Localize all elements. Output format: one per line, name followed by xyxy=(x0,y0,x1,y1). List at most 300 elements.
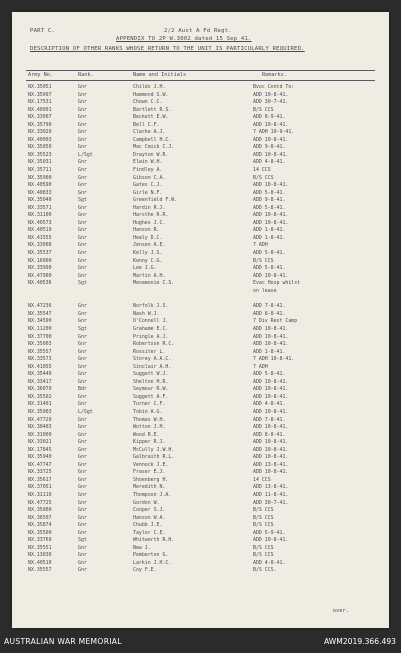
remarks-cell: ADD 10-8-41. xyxy=(253,272,289,279)
name-cell: Mac Cmick C.J. xyxy=(133,144,175,151)
table-row xyxy=(12,167,389,175)
rank-cell: Gnr xyxy=(78,204,87,211)
army-no-cell: NX.33571 xyxy=(28,204,52,211)
army-no-cell: NX.41055 xyxy=(28,363,52,370)
table-row xyxy=(12,114,389,122)
name-cell: Hardin R.J. xyxy=(133,204,166,211)
table-row xyxy=(12,159,389,167)
table-row xyxy=(12,349,389,357)
rank-cell: Gnr xyxy=(78,559,87,566)
table-row xyxy=(12,205,389,213)
remarks-cell: ADD 10-8-41. xyxy=(253,212,289,219)
remarks-cell: ADD 5-9-41. xyxy=(253,529,286,536)
name-cell: Storey A.A.C. xyxy=(133,356,172,363)
remarks-cell: B/S CCS xyxy=(253,174,274,181)
army-no-cell: NX.40833 xyxy=(28,189,52,196)
rank-cell: L/Sgt xyxy=(78,151,93,158)
name-cell: Nash W.J. xyxy=(133,310,160,317)
rank-cell: Gnr xyxy=(78,257,87,264)
remarks-cell: ADD 1-8-41. xyxy=(253,234,286,241)
group-spacer xyxy=(12,295,389,303)
name-cell: Thomas W.H. xyxy=(133,416,166,423)
header-rule-top xyxy=(26,70,375,71)
table-row xyxy=(12,401,389,409)
remarks-cell: ADD 10-8-41. xyxy=(253,439,289,446)
page-label: PART C. xyxy=(30,28,55,34)
army-no-cell: NX.40590 xyxy=(28,182,52,189)
table-row xyxy=(12,212,389,220)
army-no-cell: NX.35051 xyxy=(28,84,52,90)
rank-cell: Gnr xyxy=(78,371,87,378)
rank-cell: Gnr xyxy=(78,106,87,113)
table-row xyxy=(12,129,389,137)
army-no-cell: NX.31110 xyxy=(28,491,52,498)
army-no-cell: NX.33008 xyxy=(28,242,52,249)
table-row xyxy=(12,250,389,258)
rank-cell: Gnr xyxy=(78,159,87,166)
name-cell: Hanson R. xyxy=(133,227,160,234)
army-no-cell: NX.35711 xyxy=(28,167,52,174)
army-no-cell: NX.35500 xyxy=(28,529,52,536)
army-no-cell: NX.35537 xyxy=(28,250,52,257)
army-no-cell: NX.35940 xyxy=(28,454,52,461)
name-cell: Tobin A.G. xyxy=(133,408,163,415)
table-row xyxy=(12,318,389,326)
rank-cell: Gnr xyxy=(78,129,87,136)
rank-cell: Gnr xyxy=(78,507,87,514)
rank-cell: Gnr xyxy=(78,265,87,272)
army-no-cell: NX.17531 xyxy=(28,99,52,106)
name-cell: Findley A. xyxy=(133,167,163,174)
rank-cell: Gnr xyxy=(78,529,87,536)
remarks-cell: B/S CCS xyxy=(253,507,274,514)
col-name: Name and Initials xyxy=(133,72,187,78)
remarks-cell: Evac Hosp whilst xyxy=(253,280,301,287)
rank-cell: Gnr xyxy=(78,348,87,355)
rank-cell: Gnr xyxy=(78,250,87,257)
rank-cell: Gnr xyxy=(78,439,87,446)
table-row xyxy=(12,190,389,198)
army-no-cell: NX.30403 xyxy=(28,424,52,431)
name-cell: Kenny C.G. xyxy=(133,257,163,264)
table-row xyxy=(12,492,389,500)
name-cell: Whitworth R.H. xyxy=(133,537,175,544)
table-row xyxy=(12,122,389,130)
army-no-cell: NX.35003 xyxy=(28,341,52,348)
personnel-table xyxy=(12,84,389,575)
army-no-cell: NX.35551 xyxy=(28,544,52,551)
rank-cell: Gnr xyxy=(78,310,87,317)
table-row xyxy=(12,92,389,100)
remarks-cell: B/S CCS xyxy=(253,522,274,529)
table-row xyxy=(12,288,389,296)
name-cell: Vennock J.E. xyxy=(133,461,169,468)
rank-cell: Gnr xyxy=(78,401,87,408)
rank-cell: Gnr xyxy=(78,476,87,483)
table-row xyxy=(12,522,389,530)
army-no-cell: NX.47720 xyxy=(28,416,52,423)
name-cell: Shelton H.R. xyxy=(133,378,169,385)
table-row xyxy=(12,326,389,334)
name-cell: Jensen A.E. xyxy=(133,242,166,249)
table-row xyxy=(12,242,389,250)
rank-cell: Gnr xyxy=(78,393,87,400)
rank-cell: Gnr xyxy=(78,174,87,181)
rank-cell: Gnr xyxy=(78,552,87,559)
name-cell: Grahame E.C. xyxy=(133,325,169,332)
name-cell: Hammond S.W. xyxy=(133,91,169,98)
table-row xyxy=(12,175,389,183)
army-no-cell: NX.13030 xyxy=(28,552,52,559)
army-no-cell: NX.33007 xyxy=(28,114,52,121)
rank-cell: Gnr xyxy=(78,272,87,279)
rank-cell: Gnr xyxy=(78,318,87,325)
table-row xyxy=(12,341,389,349)
army-no-cell: NX.11200 xyxy=(28,325,52,332)
army-no-cell: NX.36507 xyxy=(28,514,52,521)
table-row xyxy=(12,137,389,145)
remarks-cell: ADD 10-8-41. xyxy=(253,454,289,461)
remarks-cell: ADD 10-8-41. xyxy=(253,182,289,189)
name-cell: Martin A.H. xyxy=(133,272,166,279)
remarks-cell: 7 ADH 10-9-41. xyxy=(253,129,295,136)
rank-cell: Gnr xyxy=(78,469,87,476)
rank-cell: Gnr xyxy=(78,378,87,385)
army-no-cell: NX.40003 xyxy=(28,136,52,143)
army-no-cell: NX.35900 xyxy=(28,174,52,181)
remarks-cell: B/S CCS. xyxy=(253,567,277,574)
table-row xyxy=(12,515,389,523)
army-no-cell: NX.33769 xyxy=(28,537,52,544)
name-cell: Larkin J.H.C. xyxy=(133,559,172,566)
rank-cell: Gnr xyxy=(78,424,87,431)
remarks-cell: B/S CCS xyxy=(253,552,274,559)
army-no-cell: NX.41555 xyxy=(28,234,52,241)
remarks-cell: ADD 13-8-41. xyxy=(253,461,289,468)
remarks-cell: ADD 8-8-41. xyxy=(253,431,286,438)
rank-cell: Gnr xyxy=(78,363,87,370)
table-row xyxy=(12,303,389,311)
remarks-cell: ADD 4-8-41. xyxy=(253,559,286,566)
name-cell: Chown C.C. xyxy=(133,99,163,106)
name-cell: Thompson J.A. xyxy=(133,491,172,498)
remarks-cell: ADD 13-8-41. xyxy=(253,484,289,491)
army-no-cell: NX.34590 xyxy=(28,318,52,325)
table-row xyxy=(12,379,389,387)
remarks-cell: ADD 10-8-41. xyxy=(253,408,289,415)
army-no-cell: NX.35031 xyxy=(28,159,52,166)
appendix-line: APPENDIX TO 2P W.3002 dated 15 Sep 41. xyxy=(116,36,252,42)
table-row xyxy=(12,311,389,319)
name-cell: Coy F.E. xyxy=(133,567,157,574)
army-no-cell: NX.47236 xyxy=(28,303,52,310)
table-row xyxy=(12,356,389,364)
rank-cell: L/Sgt xyxy=(78,408,93,415)
name-cell: Greenfield F.W. xyxy=(133,197,178,204)
army-no-cell: NX.35003 xyxy=(28,408,52,415)
archive-footer xyxy=(0,628,401,653)
remarks-cell: ADD 10-8-41. xyxy=(253,378,289,385)
table-row xyxy=(12,439,389,447)
army-no-cell: NX.35874 xyxy=(28,522,52,529)
name-cell: Chubb J.E. xyxy=(133,522,163,529)
rank-cell: Gnr xyxy=(78,84,87,90)
remarks-cell: 7 ADH xyxy=(253,242,268,249)
table-row xyxy=(12,144,389,152)
name-cell: Turner C.F. xyxy=(133,401,166,408)
name-cell: Elwin W.H. xyxy=(133,159,163,166)
name-cell: Wood R.E. xyxy=(133,431,160,438)
table-row xyxy=(12,364,389,372)
remarks-cell: ADD 9-8-41. xyxy=(253,144,286,151)
rank-cell: Gnr xyxy=(78,136,87,143)
name-cell: Galbraith R.L. xyxy=(133,454,175,461)
table-row xyxy=(12,560,389,568)
rank-cell: Gnr xyxy=(78,212,87,219)
table-row xyxy=(12,477,389,485)
remarks-cell: ADD 7-8-41. xyxy=(253,303,286,310)
army-no-cell: NX.40519 xyxy=(28,227,52,234)
army-no-cell: NX.33021 xyxy=(28,439,52,446)
army-no-cell: NX.17845 xyxy=(28,446,52,453)
army-no-cell: NX.33725 xyxy=(28,469,52,476)
table-row xyxy=(12,280,389,288)
table-row xyxy=(12,107,389,115)
table-row xyxy=(12,386,389,394)
table-row xyxy=(12,152,389,160)
remarks-cell: ADD 10-8-41. xyxy=(253,393,289,400)
table-row xyxy=(12,454,389,462)
remarks-cell: B/S CCS xyxy=(253,106,274,113)
army-no-cell: NX.40536 xyxy=(28,280,52,287)
remarks-cell: ADD 10-8-41. xyxy=(253,136,289,143)
remarks-cell: ADD 5-8-41. xyxy=(253,189,286,196)
name-cell: Hughes J.C. xyxy=(133,219,166,226)
rank-cell: Gnr xyxy=(78,99,87,106)
army-no-cell: NX.35502 xyxy=(28,393,52,400)
col-army-no: Army No. xyxy=(28,72,53,78)
rank-cell: Gnr xyxy=(78,446,87,453)
remarks-cell: ADD 10-8-41. xyxy=(253,91,289,98)
remarks-cell: B/S CCS xyxy=(253,257,274,264)
table-row xyxy=(12,394,389,402)
table-row xyxy=(12,99,389,107)
name-cell: Bell C.F. xyxy=(133,121,160,128)
table-row xyxy=(12,507,389,515)
remarks-cell: ADD 9-8-41. xyxy=(253,197,286,204)
remarks-cell: ADD 10-8-41. xyxy=(253,446,289,453)
name-cell: McCully J.W.H. xyxy=(133,446,175,453)
table-row xyxy=(12,182,389,190)
remarks-cell: ADD 4-8-41. xyxy=(253,159,286,166)
rank-cell: Gnr xyxy=(78,491,87,498)
rank-cell: Gnr xyxy=(78,454,87,461)
name-cell: Norfolk J.S. xyxy=(133,303,169,310)
army-no-cell: NX.35000 xyxy=(28,507,52,514)
table-row xyxy=(12,334,389,342)
table-row xyxy=(12,417,389,425)
name-cell: Sinclair A.H. xyxy=(133,363,172,370)
remarks-cell: ADD 11-8-41. xyxy=(253,491,289,498)
remarks-cell: ADD 10-8-41. xyxy=(253,219,289,226)
name-cell: Girle N.F. xyxy=(133,189,163,196)
rank-cell: Gnr xyxy=(78,461,87,468)
remarks-cell: ADD 4-8-41. xyxy=(253,401,286,408)
army-no-cell: NX.40510 xyxy=(28,559,52,566)
rank-cell: Gnr xyxy=(78,341,87,348)
rank-cell: Gnr xyxy=(78,499,87,506)
army-no-cell: NX.33417 xyxy=(28,378,52,385)
army-no-cell: NX.31401 xyxy=(28,401,52,408)
army-no-cell: NX.40573 xyxy=(28,219,52,226)
name-cell: Hanson W.A. xyxy=(133,514,166,521)
army-no-cell: NX.16000 xyxy=(28,257,52,264)
table-row xyxy=(12,227,389,235)
remarks-cell: ADD 10-8-41. xyxy=(253,424,289,431)
over-label: over. xyxy=(332,608,349,614)
rank-cell: Gnr xyxy=(78,514,87,521)
remarks-cell: ADD 7-8-41. xyxy=(253,416,286,423)
table-row xyxy=(12,273,389,281)
rank-cell: Gnr xyxy=(78,303,87,310)
remarks-cell: ADD 10-8-41. xyxy=(253,341,289,348)
name-cell: Shoenberg H. xyxy=(133,476,169,483)
name-cell: Lee J.G. xyxy=(133,265,157,272)
table-row xyxy=(12,220,389,228)
remarks-cell: ADD 5-8-41. xyxy=(253,265,286,272)
rank-cell: Gnr xyxy=(78,431,87,438)
rank-cell: Sgt xyxy=(78,280,87,287)
remarks-cell: ADD 5-8-41. xyxy=(253,204,286,211)
remarks-cell: ADD 10-8-41. xyxy=(253,121,289,128)
army-no-cell: NX.33020 xyxy=(28,129,52,136)
name-cell: Gates C.J. xyxy=(133,182,163,189)
remarks-cell: ADD 10-8-41. xyxy=(253,151,289,158)
name-cell: Fraser E.J. xyxy=(133,469,166,476)
table-row xyxy=(12,567,389,575)
table-row xyxy=(12,409,389,417)
name-cell: Drayton W.R. xyxy=(133,151,169,158)
remarks-cell: B/S CCS xyxy=(253,514,274,521)
archive-name: AUSTRALIAN WAR MEMORIAL xyxy=(4,637,122,646)
header-rule-bottom xyxy=(26,80,375,81)
rank-cell: Gnr xyxy=(78,333,87,340)
remarks-cell: ADD 10-8-41. xyxy=(253,386,289,393)
remarks-cell: on leave xyxy=(253,287,277,294)
remarks-cell: B/S CCS xyxy=(253,544,274,551)
table-row xyxy=(12,462,389,470)
army-no-cell: NX.40001 xyxy=(28,106,52,113)
army-no-cell: NX.33990 xyxy=(28,265,52,272)
army-no-cell: NX.37700 xyxy=(28,333,52,340)
remarks-cell: ADD 10-8-41. xyxy=(253,469,289,476)
table-row xyxy=(12,552,389,560)
rank-cell: Gnr xyxy=(78,121,87,128)
name-cell: Healy D.C. xyxy=(133,234,163,241)
army-no-cell: NX.47747 xyxy=(28,461,52,468)
name-cell: Childs J.H. xyxy=(133,84,166,90)
remarks-cell: ADD 8-8-41. xyxy=(253,310,286,317)
name-cell: Harsthe R.R. xyxy=(133,212,169,219)
name-cell: Suggett W.J. xyxy=(133,371,169,378)
rank-cell: Sgt xyxy=(78,197,87,204)
name-cell: Rossiter L. xyxy=(133,348,166,355)
table-row xyxy=(12,484,389,492)
army-no-cell: NX.33573 xyxy=(28,356,52,363)
remarks-cell: ADD 10-8-41. xyxy=(253,333,289,340)
table-row xyxy=(12,530,389,538)
name-cell: Suggett A.F. xyxy=(133,393,169,400)
name-cell: Menamonie C.S. xyxy=(133,280,175,287)
name-cell: Taylor C.E. xyxy=(133,529,166,536)
name-cell: Meredith N. xyxy=(133,484,166,491)
name-cell: Pemberton G. xyxy=(133,552,169,559)
remarks-cell: 7 ADH 10-8-41. xyxy=(253,356,295,363)
rank-cell: Gnr xyxy=(78,167,87,174)
remarks-cell: Bvoc Contd To: xyxy=(253,84,295,90)
table-row xyxy=(12,197,389,205)
army-no-cell: NX.36070 xyxy=(28,386,52,393)
remarks-cell: 14 CCS xyxy=(253,167,271,174)
table-row xyxy=(12,424,389,432)
remarks-cell: 14 CCS xyxy=(253,476,271,483)
remarks-cell: 7 Div Rest Camp xyxy=(253,318,298,325)
name-cell: Robertson R.C. xyxy=(133,341,175,348)
army-no-cell: NX.47900 xyxy=(28,272,52,279)
table-row xyxy=(12,235,389,243)
table-row xyxy=(12,432,389,440)
army-no-cell: NX.35547 xyxy=(28,310,52,317)
table-row xyxy=(12,537,389,545)
name-cell: Campbell H.C. xyxy=(133,136,172,143)
army-no-cell: NX.35557 xyxy=(28,567,52,574)
name-cell: Gordon W. xyxy=(133,499,160,506)
rank-cell: Gnr xyxy=(78,189,87,196)
table-row xyxy=(12,84,389,92)
name-cell: Wotton J.H. xyxy=(133,424,166,431)
rank-cell: Gnr xyxy=(78,144,87,151)
table-row xyxy=(12,447,389,455)
army-no-cell: NX.47725 xyxy=(28,499,52,506)
table-row xyxy=(12,371,389,379)
army-no-cell: NX.35523 xyxy=(28,151,52,158)
name-cell: Beckett E.W. xyxy=(133,114,169,121)
remarks-cell: ADD 30-7-41. xyxy=(253,99,289,106)
army-no-cell: NX.35050 xyxy=(28,144,52,151)
army-no-cell: NX.35040 xyxy=(28,197,52,204)
remarks-cell: ADD 30-7-41. xyxy=(253,499,289,506)
name-cell: Bartlett R.S. xyxy=(133,106,172,113)
rank-cell: Gnr xyxy=(78,242,87,249)
rank-cell: Gnr xyxy=(78,227,87,234)
table-row xyxy=(12,545,389,553)
rank-cell: Gnr xyxy=(78,356,87,363)
rank-cell: Gnr xyxy=(78,567,87,574)
name-cell: O'Connell J. xyxy=(133,318,169,325)
col-remarks: Remarks. xyxy=(262,72,287,78)
rank-cell: Gnr xyxy=(78,114,87,121)
rank-cell: Gnr xyxy=(78,522,87,529)
army-no-cell: NX.31100 xyxy=(28,212,52,219)
table-row xyxy=(12,265,389,273)
rank-cell: Gnr xyxy=(78,234,87,241)
remarks-cell: 7 ADH xyxy=(253,363,268,370)
rank-cell: Sgt xyxy=(78,325,87,332)
remarks-cell: ADD 5-8-41. xyxy=(253,371,286,378)
rank-cell: Gnr xyxy=(78,484,87,491)
army-no-cell: NX.35440 xyxy=(28,371,52,378)
army-no-cell: NX.31000 xyxy=(28,431,52,438)
